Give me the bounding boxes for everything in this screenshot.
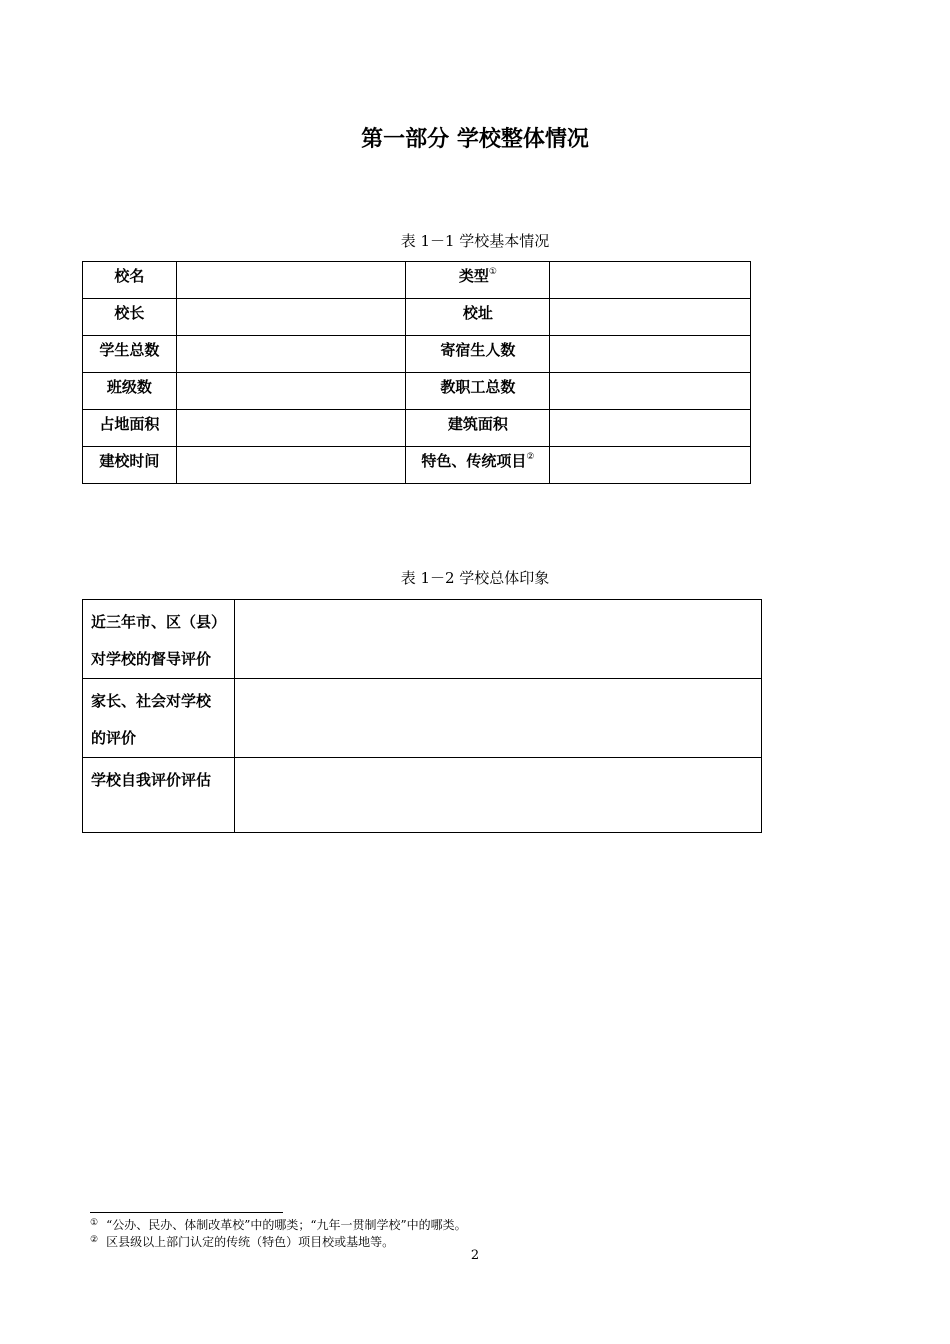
staff-total-value[interactable] [550, 373, 751, 410]
field-label: 校址 [406, 299, 550, 336]
class-count-value[interactable] [176, 373, 406, 410]
supervision-evaluation-value[interactable] [235, 600, 762, 679]
student-total-value[interactable] [176, 336, 406, 373]
field-label: 学校自我评价评估 [83, 758, 235, 833]
special-programs-value[interactable] [550, 447, 751, 484]
founded-value[interactable] [176, 447, 406, 484]
land-area-value[interactable] [176, 410, 406, 447]
table-row [83, 758, 762, 833]
self-evaluation-value[interactable] [235, 758, 762, 833]
field-label: 寄宿生人数 [406, 336, 550, 373]
school-type-value[interactable] [550, 262, 751, 299]
table-row [83, 299, 751, 336]
table1-caption: 表 1－1 学校基本情况 [400, 232, 550, 250]
footnote-ref: ② [526, 452, 535, 462]
table-row [83, 336, 751, 373]
field-label: 类型① [406, 262, 550, 299]
field-label: 建校时间 [83, 447, 177, 484]
footnote-divider [90, 1212, 283, 1213]
basic-info-table [82, 261, 751, 484]
table-row [83, 262, 751, 299]
footnote: ② 区县级以上部门认定的传统（特色）项目校或基地等。 [90, 1235, 395, 1249]
field-label: 校名 [83, 262, 177, 299]
field-label: 校长 [83, 299, 177, 336]
field-label: 家长、社会对学校 的评价 [83, 679, 235, 758]
table-row [83, 447, 751, 484]
table-row [83, 373, 751, 410]
field-label: 特色、传统项目② [406, 447, 550, 484]
parent-society-evaluation-value[interactable] [235, 679, 762, 758]
table-row [83, 410, 751, 447]
footnote: ① “公办、民办、体制改革校”中的哪类；“九年一贯制学校”中的哪类。 [90, 1218, 467, 1232]
footnote-ref: ① [488, 267, 497, 277]
field-label: 近三年市、区（县） 对学校的督导评价 [83, 600, 235, 679]
address-value[interactable] [550, 299, 751, 336]
field-label: 学生总数 [83, 336, 177, 373]
field-label: 教职工总数 [406, 373, 550, 410]
field-label: 班级数 [83, 373, 177, 410]
page-title: 第一部分 学校整体情况 [361, 127, 589, 152]
table-row [83, 679, 762, 758]
field-label: 占地面积 [83, 410, 177, 447]
boarders-value[interactable] [550, 336, 751, 373]
overall-impression-table [82, 599, 762, 833]
table2-caption: 表 1－2 学校总体印象 [400, 569, 550, 587]
table-row [83, 600, 762, 679]
page-number: 2 [470, 1248, 480, 1263]
field-label: 建筑面积 [406, 410, 550, 447]
principal-value[interactable] [176, 299, 406, 336]
building-area-value[interactable] [550, 410, 751, 447]
school-name-value[interactable] [176, 262, 406, 299]
